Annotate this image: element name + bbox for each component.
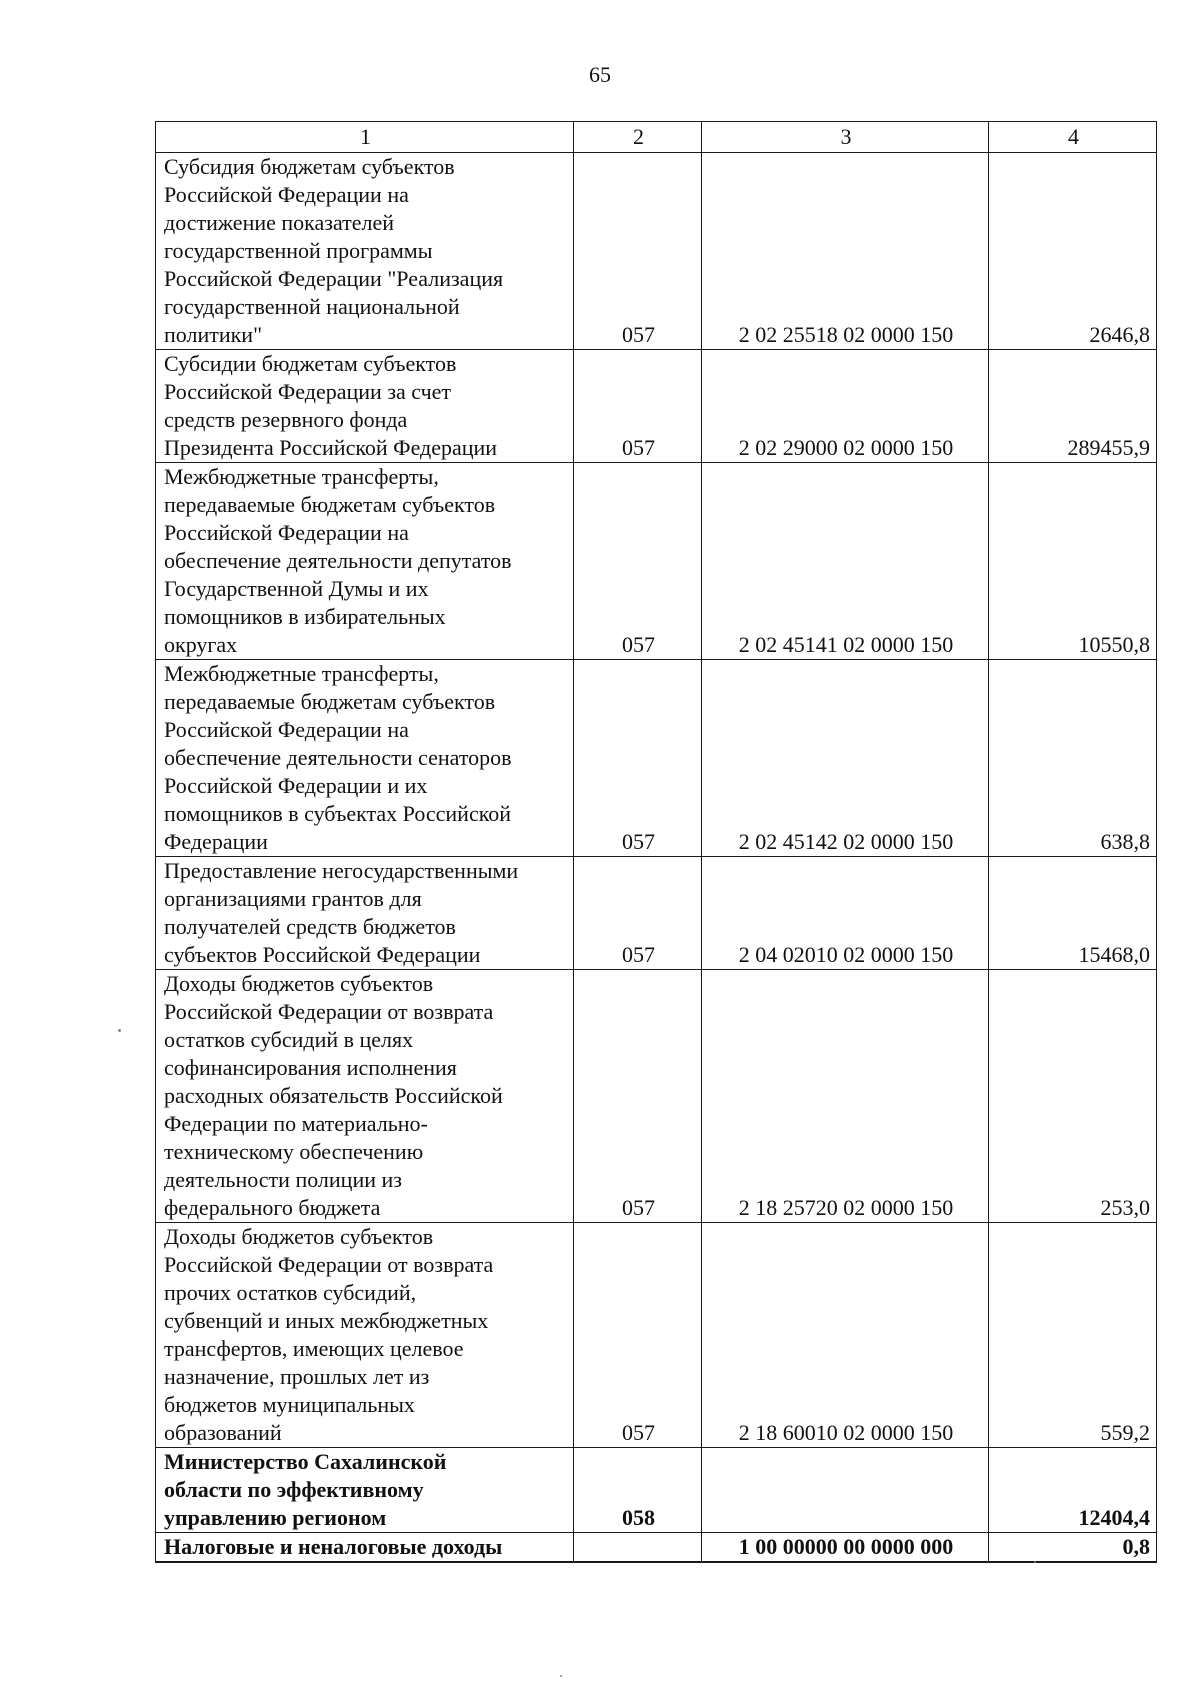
row-name-line: Президента Российской Федерации xyxy=(164,435,498,460)
row-name-line: Российской Федерации от возврата xyxy=(164,1252,494,1277)
row-name-line: средств резервного фонда xyxy=(164,407,408,432)
row-amount-cell: 559,2 xyxy=(989,1223,1157,1448)
row-name-line: организациями грантов для xyxy=(164,886,422,911)
row-amount-cell: 12404,4 xyxy=(989,1448,1157,1533)
table-row xyxy=(156,1533,1157,1563)
row-name-line: Субсидия бюджетам субъектов xyxy=(164,154,455,179)
row-name-line: федерального бюджета xyxy=(164,1195,381,1220)
row-budget-code-cell: 2 18 60010 02 0000 150 xyxy=(702,1223,989,1448)
row-name-cell xyxy=(156,350,574,463)
scan-speck xyxy=(1034,1561,1036,1563)
row-name-line: образований xyxy=(164,1420,282,1445)
row-amount-cell: 0,8 xyxy=(989,1533,1157,1563)
row-name-line: политики" xyxy=(164,322,263,347)
row-name-cell xyxy=(156,463,574,660)
row-name-line: помощников в субъектах Российской xyxy=(164,801,512,826)
row-budget-code-cell xyxy=(702,1448,989,1533)
row-admin-code-cell: 057 xyxy=(574,350,702,463)
row-name-line: обеспечение деятельности сенаторов xyxy=(164,745,512,770)
row-admin-code-cell xyxy=(574,1533,702,1563)
row-name-line: Федерации xyxy=(164,829,268,854)
row-budget-code-cell: 2 02 45142 02 0000 150 xyxy=(702,660,989,857)
row-name-line: передаваемые бюджетам субъектов xyxy=(164,492,496,517)
row-name-line: Российской Федерации за счет xyxy=(164,379,452,404)
row-admin-code-cell: 057 xyxy=(574,153,702,350)
row-admin-code-cell: 058 xyxy=(574,1448,702,1533)
budget-table xyxy=(155,121,1157,1563)
row-name-line: Предоставление негосударственными xyxy=(164,858,519,883)
table-row xyxy=(156,350,1157,463)
header-col-3: 3 xyxy=(702,122,989,153)
row-name-line: Российской Федерации на xyxy=(164,182,409,207)
table-row xyxy=(156,660,1157,857)
row-name-line: Налоговые и неналоговые доходы xyxy=(164,1534,503,1559)
row-name-line: Доходы бюджетов субъектов xyxy=(164,1224,434,1249)
row-name-cell xyxy=(156,1448,574,1533)
row-name-line: Российской Федерации на xyxy=(164,717,409,742)
row-name-line: помощников в избирательных xyxy=(164,604,446,629)
row-name-line: обеспечение деятельности депутатов xyxy=(164,548,512,573)
row-name-line: расходных обязательств Российской xyxy=(164,1083,503,1108)
row-name-cell xyxy=(156,660,574,857)
row-budget-code-cell: 2 02 45141 02 0000 150 xyxy=(702,463,989,660)
header-col-1: 1 xyxy=(156,122,574,153)
row-name-line: техническому обеспечению xyxy=(164,1139,424,1164)
row-amount-cell: 253,0 xyxy=(989,970,1157,1223)
row-budget-code-cell: 2 02 29000 02 0000 150 xyxy=(702,350,989,463)
row-name-line: Российской Федерации от возврата xyxy=(164,999,494,1024)
row-name-cell xyxy=(156,153,574,350)
row-name-line: субвенций и иных межбюджетных xyxy=(164,1308,489,1333)
row-name-line: остатков субсидий в целях xyxy=(164,1027,414,1052)
table-row xyxy=(156,970,1157,1223)
row-budget-code-cell: 2 04 02010 02 0000 150 xyxy=(702,857,989,970)
row-name-line: передаваемые бюджетам субъектов xyxy=(164,689,496,714)
row-name-line: деятельности полиции из xyxy=(164,1167,402,1192)
row-name-line: Государственной Думы и их xyxy=(164,576,429,601)
row-amount-cell: 15468,0 xyxy=(989,857,1157,970)
row-name-line: Российской Федерации "Реализация xyxy=(164,266,504,291)
table-row xyxy=(156,857,1157,970)
row-name-line: софинансирования исполнения xyxy=(164,1055,457,1080)
row-name-line: бюджетов муниципальных xyxy=(164,1392,415,1417)
table-row xyxy=(156,463,1157,660)
row-name-cell xyxy=(156,1223,574,1448)
row-name-line: Межбюджетные трансферты, xyxy=(164,661,439,686)
row-budget-code-cell: 2 18 25720 02 0000 150 xyxy=(702,970,989,1223)
row-name-line: Российской Федерации на xyxy=(164,520,409,545)
row-admin-code-cell: 057 xyxy=(574,1223,702,1448)
page-number: 65 xyxy=(589,62,611,87)
header-row xyxy=(156,122,1157,153)
row-name-line: Российской Федерации и их xyxy=(164,773,428,798)
row-amount-cell: 289455,9 xyxy=(989,350,1157,463)
row-admin-code-cell: 057 xyxy=(574,970,702,1223)
row-name-line: государственной программы xyxy=(164,238,433,263)
table-row xyxy=(156,1448,1157,1533)
row-name-cell xyxy=(156,970,574,1223)
row-name-line: прочих остатков субсидий, xyxy=(164,1280,417,1305)
table-body xyxy=(156,153,1157,1563)
row-name-cell xyxy=(156,1533,574,1563)
row-name-line: субъектов Российской Федерации xyxy=(164,942,481,967)
row-name-line: Доходы бюджетов субъектов xyxy=(164,971,434,996)
row-amount-cell: 638,8 xyxy=(989,660,1157,857)
row-amount-cell: 10550,8 xyxy=(989,463,1157,660)
row-name-line: трансфертов, имеющих целевое xyxy=(164,1336,464,1361)
row-name-line: получателей средств бюджетов xyxy=(164,914,456,939)
row-name-line: назначение, прошлых лет из xyxy=(164,1364,430,1389)
scan-speck xyxy=(118,1029,121,1032)
table-row xyxy=(156,1223,1157,1448)
row-name-line: достижение показателей xyxy=(164,210,395,235)
row-name-line: округах xyxy=(164,632,238,657)
scan-speck xyxy=(560,1675,562,1677)
row-name-line: Федерации по материально- xyxy=(164,1111,428,1136)
row-amount-cell: 2646,8 xyxy=(989,153,1157,350)
row-admin-code-cell: 057 xyxy=(574,660,702,857)
row-name-line: управлению регионом xyxy=(164,1505,387,1530)
header-col-4: 4 xyxy=(989,122,1157,153)
row-admin-code-cell: 057 xyxy=(574,463,702,660)
row-name-cell xyxy=(156,857,574,970)
row-name-line: государственной национальной xyxy=(164,294,460,319)
row-name-line: Межбюджетные трансферты, xyxy=(164,464,439,489)
row-name-line: Министерство Сахалинской xyxy=(164,1449,447,1474)
row-name-line: Субсидии бюджетам субъектов xyxy=(164,351,457,376)
header-col-2: 2 xyxy=(574,122,702,153)
row-budget-code-cell: 1 00 00000 00 0000 000 xyxy=(702,1533,989,1563)
row-admin-code-cell: 057 xyxy=(574,857,702,970)
row-budget-code-cell: 2 02 25518 02 0000 150 xyxy=(702,153,989,350)
table-row xyxy=(156,153,1157,350)
row-name-line: области по эффективному xyxy=(164,1477,424,1502)
